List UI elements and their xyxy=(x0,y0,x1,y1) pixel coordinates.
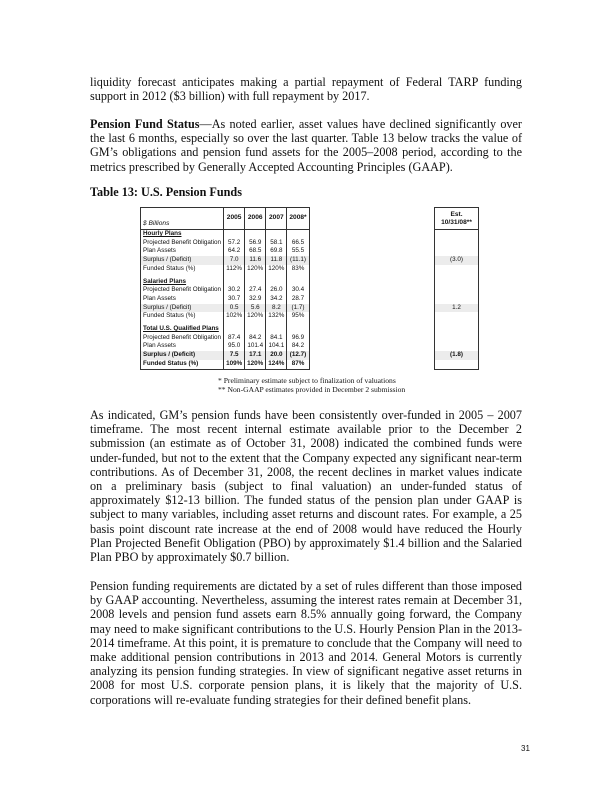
cell-value: 104.1 xyxy=(266,342,287,351)
page-number: 31 xyxy=(521,744,530,753)
section-title: Salaried Plans xyxy=(143,277,187,285)
estimate-row xyxy=(435,312,479,321)
cell-value: 109% xyxy=(224,360,245,369)
table-caption: Table 13: U.S. Pension Funds xyxy=(90,185,242,199)
table-row xyxy=(141,247,310,256)
estimate-value: 1.2 xyxy=(435,304,479,313)
section-title-row xyxy=(141,325,310,334)
estimate-row xyxy=(435,342,479,351)
table-row xyxy=(141,295,310,304)
section-title: Total U.S. Qualified Plans xyxy=(143,325,219,333)
cell-value: 56.9 xyxy=(245,239,266,248)
estimate-row xyxy=(435,295,479,304)
unit-label: $ Billions xyxy=(141,208,224,230)
col-header: 2005 xyxy=(224,208,245,230)
cell-value: 11.6 xyxy=(245,256,266,265)
cell-value: 120% xyxy=(245,312,266,321)
cell-value: 120% xyxy=(245,265,266,274)
estimate-value xyxy=(435,334,479,343)
paragraph-liquidity: liquidity forecast anticipates making a partial repayment of Federal TARP funding support in 2012 ($3 billion) with full repayment by 2017. xyxy=(90,75,522,104)
cell-value: (1.7) xyxy=(287,304,309,313)
estimate-value: (3.0) xyxy=(435,256,479,265)
cell-value: 68.5 xyxy=(245,247,266,256)
table-row xyxy=(141,304,310,313)
row-label: Surplus / (Deficit) xyxy=(141,351,224,360)
table-footnotes xyxy=(218,376,405,394)
cell-value: 64.2 xyxy=(224,247,245,256)
section-title-row xyxy=(141,278,310,287)
col-header: 2006 xyxy=(245,208,266,230)
cell-value: 34.2 xyxy=(266,295,287,304)
estimate-row xyxy=(435,360,479,369)
cell-value: 57.2 xyxy=(224,239,245,248)
estimate-row xyxy=(435,265,479,274)
table-row xyxy=(141,239,310,248)
table-row xyxy=(141,256,310,265)
table-row xyxy=(141,334,310,343)
row-label: Projected Benefit Obligation xyxy=(143,238,222,246)
footnote-non-gaap: ** Non-GAAP estimates provided in December 2 submission xyxy=(218,385,406,395)
row-label: Surplus / (Deficit) xyxy=(141,304,224,313)
estimate-table xyxy=(434,207,479,370)
row-label: Funded Status (%) xyxy=(143,359,199,367)
cell-value: 28.7 xyxy=(287,295,309,304)
cell-value: 66.5 xyxy=(287,239,309,248)
estimate-row xyxy=(435,304,479,313)
estimate-row xyxy=(435,256,479,265)
table-header-row xyxy=(141,208,310,230)
col-header: 2008* xyxy=(287,208,309,230)
table-row xyxy=(141,286,310,295)
estimate-value xyxy=(435,342,479,351)
cell-value: 112% xyxy=(224,265,245,274)
cell-value: 0.5 xyxy=(224,304,245,313)
estimate-row xyxy=(435,351,479,360)
pension-status-text: —As noted earlier, asset values have declined significantly over the last 6 months, especially so over the last quarter. Table 13 below tracks the value of GM’s obligations and pension fund assets for the 2005–2008 period, according to the metrics prescribed by Generally Accepted Accounting Principles (GAAP). xyxy=(90,117,522,174)
table-row xyxy=(141,312,310,321)
estimate-row xyxy=(435,247,479,256)
cell-value: 95.0 xyxy=(224,342,245,351)
cell-value: 7.0 xyxy=(224,256,245,265)
row-label: Funded Status (%) xyxy=(143,312,196,320)
estimate-header-line2: 10/31/08** xyxy=(441,218,472,226)
paragraph-overfunded: As indicated, GM’s pension funds have been consistently over-funded in 2005 – 2007 timeframe. The most recent internal estimate available prior to the December 2 submission (an estimate as of October 31, 2008) indicated the combined funds were under-funded, but not to the extent that the Company expected any significant near-term contributions. As of December 31, 2008, the recent declines in market values indicate on a preliminary basis (subject to final valuation) an under-funded status of approximately $12-13 billion. The funded status of the pension plan under GAAP is subject to many variables, including asset returns and discount rates. For example, a 25 basis point discount rate increase at the end of 2008 would have reduced the Hourly Plan Projected Benefit Obligation (PBO) by approximately $1.4 billion and the Salaried Plan PBO by approximately $0.7 billion. xyxy=(90,408,522,565)
estimate-spacer-row xyxy=(435,278,479,287)
section-title: Hourly Plans xyxy=(143,230,182,237)
table-row xyxy=(141,351,310,360)
table-row xyxy=(141,360,310,369)
paragraph-funding-requirements: Pension funding requirements are dictated by a set of rules different than those imposed by GAAP accounting. Nevertheless, assuming the interest rates remain at December 31, 2008 levels and pension fund assets earn 8.5% annually going forward, the Company may need to make significant contributions to the U.S. Hourly Pension Plan in the 2013-2014 timeframe. At this point, it is premature to conclude that the Company will need to make additional pension contributions in 2013 and 2014. General Motors is currently analyzing its pension funding strategies. In view of significant negative asset returns in 2008 for most U.S. corporate pension plans, it is likely that the majority of U.S. corporations will re-evaluate funding strategies for their defined benefit plans. xyxy=(90,579,522,707)
cell-value: 26.0 xyxy=(266,286,287,295)
cell-value: 8.2 xyxy=(266,304,287,313)
estimate-spacer-row xyxy=(435,325,479,334)
cell-value: 87% xyxy=(287,360,309,369)
estimate-value xyxy=(435,295,479,304)
section-title-row xyxy=(141,230,310,239)
col-header: 2007 xyxy=(266,208,287,230)
footnote-preliminary: * Preliminary estimate subject to finalization of valuations xyxy=(218,376,396,385)
table-row xyxy=(141,342,310,351)
cell-value: 30.4 xyxy=(287,286,309,295)
cell-value: 30.2 xyxy=(224,286,245,295)
cell-value: 30.7 xyxy=(224,295,245,304)
estimate-row xyxy=(435,239,479,248)
cell-value: 84.2 xyxy=(245,334,266,343)
cell-value: 102% xyxy=(224,312,245,321)
pension-status-heading: Pension Fund Status xyxy=(90,117,200,131)
cell-value: 84.2 xyxy=(287,342,309,351)
estimate-value xyxy=(435,239,479,248)
cell-value: 120% xyxy=(266,265,287,274)
cell-value: 120% xyxy=(245,360,266,369)
row-label: Surplus / (Deficit) xyxy=(141,256,224,265)
estimate-row xyxy=(435,286,479,295)
cell-value: 83% xyxy=(287,265,309,274)
paragraph-pension-status xyxy=(90,117,522,174)
cell-value: 58.1 xyxy=(266,239,287,248)
cell-value: 101.4 xyxy=(245,342,266,351)
cell-value: 27.4 xyxy=(245,286,266,295)
row-label: Plan Assets xyxy=(143,342,176,350)
cell-value: 84.1 xyxy=(266,334,287,343)
cell-value: 32.9 xyxy=(245,295,266,304)
estimate-header-line1: Est. xyxy=(450,210,463,218)
row-label: Projected Benefit Obligation xyxy=(143,286,222,294)
estimate-value xyxy=(435,247,479,256)
cell-value: (12.7) xyxy=(287,351,309,360)
cell-value: 7.5 xyxy=(224,351,245,360)
cell-value: 124% xyxy=(266,360,287,369)
cell-value: 132% xyxy=(266,312,287,321)
cell-value: 69.8 xyxy=(266,247,287,256)
pension-main-table xyxy=(140,207,310,370)
row-label: Plan Assets xyxy=(143,294,176,302)
cell-value: 95% xyxy=(287,312,309,321)
cell-value: (11.1) xyxy=(287,256,309,265)
table-row xyxy=(141,265,310,274)
estimate-value xyxy=(435,360,479,369)
estimate-value xyxy=(435,265,479,274)
estimate-value xyxy=(435,312,479,321)
estimate-row xyxy=(435,334,479,343)
estimate-value xyxy=(435,286,479,295)
row-label: Funded Status (%) xyxy=(143,264,196,272)
estimate-header-row xyxy=(435,208,479,230)
row-label: Projected Benefit Obligation xyxy=(143,333,222,341)
cell-value: 96.9 xyxy=(287,334,309,343)
cell-value: 20.0 xyxy=(266,351,287,360)
row-label: Plan Assets xyxy=(143,247,176,255)
cell-value: 87.4 xyxy=(224,334,245,343)
cell-value: 11.8 xyxy=(266,256,287,265)
cell-value: 5.6 xyxy=(245,304,266,313)
estimate-spacer-row xyxy=(435,230,479,239)
estimate-header xyxy=(435,208,479,230)
cell-value: 17.1 xyxy=(245,351,266,360)
cell-value: 55.5 xyxy=(287,247,309,256)
estimate-value: (1.8) xyxy=(435,351,479,360)
